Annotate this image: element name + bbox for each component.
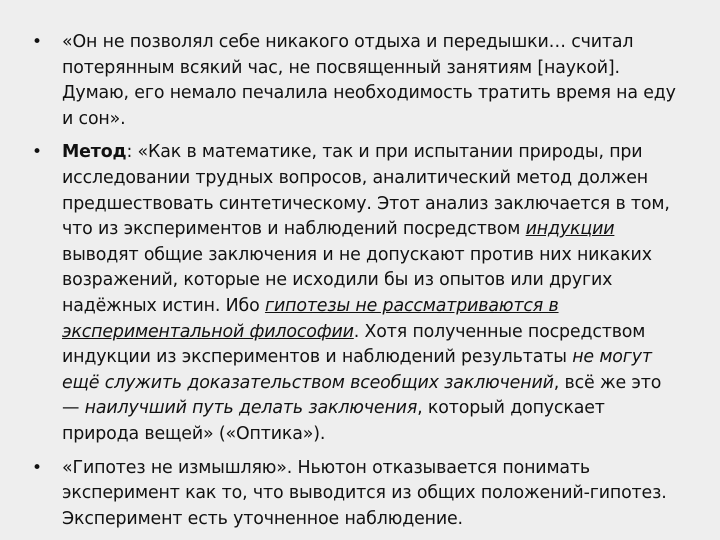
method-label: Метод <box>62 142 127 163</box>
induction-term: индукции <box>525 219 615 240</box>
emphasis-not-proof: не могут ещё служить доказательством всеобщих заключений <box>62 347 652 393</box>
slide-body <box>32 30 682 540</box>
bullet-dot: • <box>32 457 42 478</box>
bullet-2-text-part-3: . Хотя полученные посредством индукции из экспериментов и наблюдений результаты <box>62 321 646 368</box>
bullet-2-text-part-5: , который допускает природа вещей» («Оптика»). <box>62 398 605 444</box>
hypotheses-phrase: гипотезы не рассматриваются в экспериментальной философии <box>62 295 559 342</box>
bullet-dot: • <box>32 142 42 163</box>
bullet-3-text: «Гипотез не измышляю». Ньютон отказывается понимать эксперимент как то, что выводится из общих положений-гипотез. Эксперимент есть уточненное наблюдение. <box>62 457 667 529</box>
bullet-item-2 <box>32 140 682 447</box>
bullet-2-text-part-1: : «Как в математике, так и при испытании природы, при исследовании трудных вопросов, аналитический метод должен предшествовать синтетическому. Этот анализ заключается в том, что из экспериментов и наблюдений посредством <box>62 142 670 240</box>
bullet-item-3 <box>32 456 682 533</box>
emphasis-best-way: наилучший путь делать заключения <box>84 398 418 419</box>
bullet-1-text: «Он не позволял себе никакого отдыха и передышки… считал потерянным всякий час, не посвященный занятиям [наукой]. Думаю, его немало печалила необходимость тратить время на еду и сон». <box>62 32 676 129</box>
bullet-2-text-part-2: выводят общие заключения и не допускают против них никаких возражений, которые не исходили бы из опытов или других надёжных истин. Ибо <box>62 244 652 316</box>
bullet-dot: • <box>32 32 42 52</box>
bullet-item-1 <box>32 30 682 132</box>
bullet-2-text-part-4: , всё же это — <box>62 372 662 419</box>
